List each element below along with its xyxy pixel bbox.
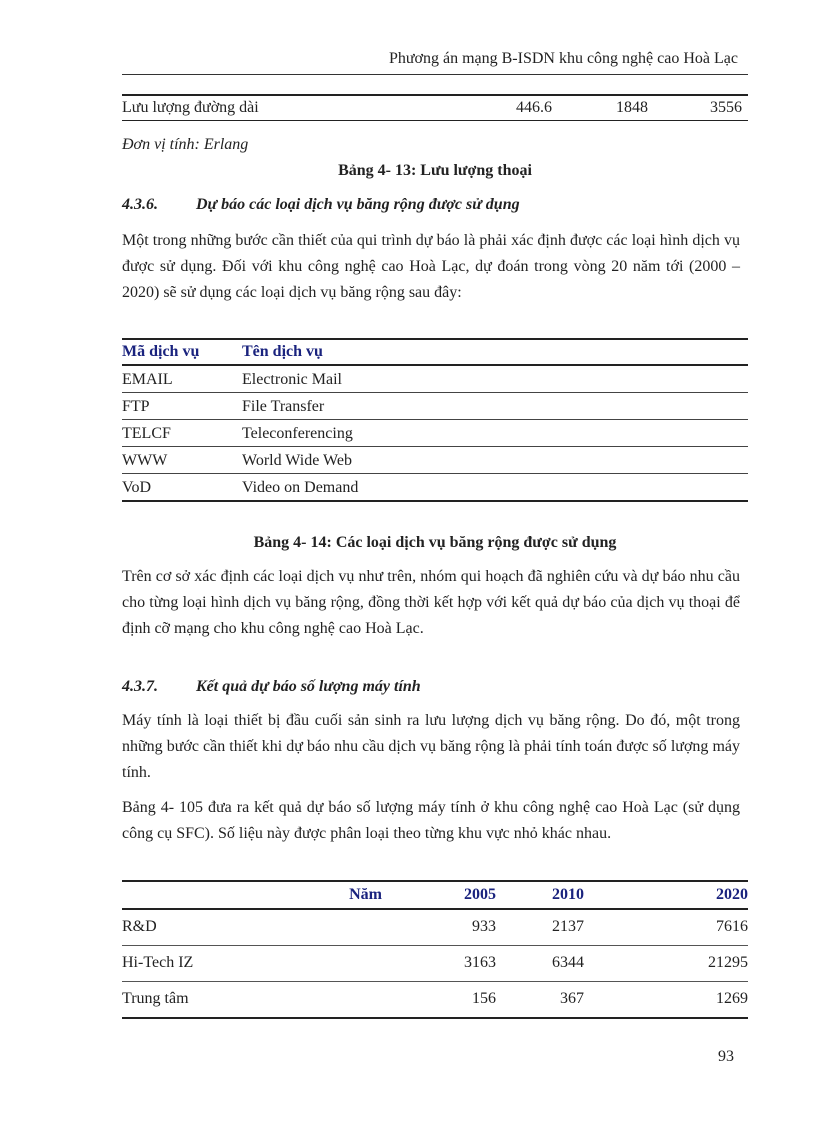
page-number: 93 [718, 1048, 734, 1065]
region-label: Hi-Tech IZ [122, 946, 396, 982]
value-cell: 446.6 [452, 95, 558, 121]
table-row [122, 946, 748, 982]
table-row [122, 95, 748, 121]
column-header: 2005 [396, 881, 496, 909]
value-cell: 1269 [584, 982, 748, 1019]
region-label: Trung tâm [122, 982, 396, 1019]
column-header: Năm [122, 881, 396, 909]
table-header-row [122, 339, 748, 365]
column-header: 2010 [496, 881, 584, 909]
column-header: 2020 [584, 881, 748, 909]
table-row [122, 365, 748, 393]
value-cell: 6344 [496, 946, 584, 982]
service-code: FTP [122, 393, 242, 420]
computers-table [122, 880, 748, 1019]
value-cell: 367 [496, 982, 584, 1019]
service-name: World Wide Web [242, 447, 748, 474]
service-code: EMAIL [122, 365, 242, 393]
paragraph: Bảng 4- 105 đưa ra kết quả dự báo số lượng máy tính ở khu công nghệ cao Hoà Lạc (sử dụng công cụ SFC). Số liệu này được phân loại theo từng khu vực nhỏ khác nhau. [122, 799, 740, 842]
service-name: File Transfer [242, 393, 748, 420]
paragraph: Máy tính là loại thiết bị đầu cuối sản sinh ra lưu lượng dịch vụ băng rộng. Do đó, một trong những bước cần thiết khi dự báo nhu cầu dịch vụ băng rộng là phải tính toán được số lượng máy tính. [122, 712, 740, 781]
region-label: R&D [122, 909, 396, 946]
value-cell: 7616 [584, 909, 748, 946]
value-cell: 3556 [654, 95, 748, 121]
service-code: TELCF [122, 420, 242, 447]
paragraph: Trên cơ sở xác định các loại dịch vụ như trên, nhóm qui hoạch đã nghiên cứu và dự báo nhu cầu cho từng loại hình dịch vụ băng rộng, đồng thời kết hợp với kết quả dự báo của dịch vụ thoại để định cỡ mạng cho khu công nghệ cao Hoà Lạc. [122, 568, 740, 637]
column-header: Tên dịch vụ [242, 339, 748, 365]
table-header-row [122, 881, 748, 909]
value-cell: 21295 [584, 946, 748, 982]
value-cell: 1848 [558, 95, 654, 121]
table-row [122, 474, 748, 502]
table-row [122, 909, 748, 946]
section-number: 4.3.6. [122, 196, 158, 213]
value-cell: 933 [396, 909, 496, 946]
section-number: 4.3.7. [122, 678, 158, 695]
table-caption: Bảng 4- 14: Các loại dịch vụ băng rộng được sử dụng [253, 534, 617, 551]
section-title: Dự báo các loại dịch vụ băng rộng được sử dụng [196, 196, 520, 213]
services-table [122, 338, 748, 502]
service-code: WWW [122, 447, 242, 474]
table-caption: Bảng 4- 13: Lưu lượng thoại [338, 162, 532, 179]
value-cell: 156 [396, 982, 496, 1019]
table-row [122, 447, 748, 474]
column-header: Mã dịch vụ [122, 339, 242, 365]
service-code: VoD [122, 474, 242, 502]
table-row [122, 982, 748, 1019]
unit-note: Đơn vị tính: Erlang [122, 136, 249, 153]
value-cell: 2137 [496, 909, 584, 946]
running-header: Phương án mạng B-ISDN khu công nghệ cao Hoà Lạc [388, 50, 738, 67]
section-title: Kết quả dự báo số lượng máy tính [196, 678, 421, 695]
table-row [122, 393, 748, 420]
section-heading [122, 678, 421, 696]
value-cell: 3163 [396, 946, 496, 982]
header-rule [122, 74, 748, 75]
traffic-table [122, 94, 748, 121]
service-name: Teleconferencing [242, 420, 748, 447]
table-row [122, 420, 748, 447]
service-name: Video on Demand [242, 474, 748, 502]
paragraph: Một trong những bước cần thiết của qui trình dự báo là phải xác định được các loại hình dịch vụ được sử dụng. Đối với khu công nghệ cao Hoà Lạc, dự đoán trong vòng 20 năm tới (2000 – 2020) sẽ sử dụng các loại dịch vụ băng rộng sau đây: [122, 232, 740, 301]
section-heading [122, 196, 520, 214]
service-name: Electronic Mail [242, 365, 748, 393]
row-label: Lưu lượng đường dài [122, 95, 452, 121]
